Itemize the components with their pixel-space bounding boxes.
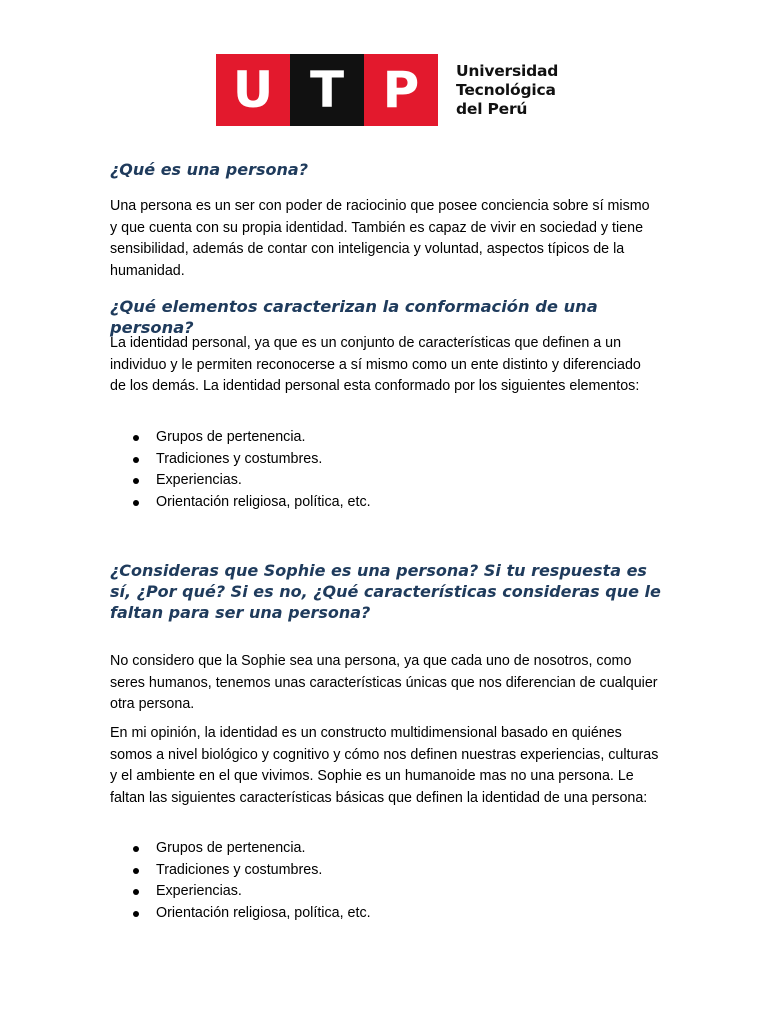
section-body	[110, 723, 660, 809]
logo-name-line: Universidad	[456, 61, 559, 80]
section-sophie	[110, 560, 662, 623]
list-item-text: Tradiciones y costumbres.	[156, 450, 323, 467]
logo-name-line: Tecnológica	[456, 80, 556, 99]
list-item	[110, 860, 660, 882]
list-item	[110, 427, 660, 449]
section-body	[110, 651, 660, 716]
list-item	[110, 881, 660, 903]
list-item	[110, 470, 660, 492]
list-item-text: Orientación religiosa, política, etc.	[156, 493, 371, 510]
section-body	[110, 196, 660, 282]
logo-name-line: del Perú	[456, 99, 528, 118]
bullet-icon	[133, 435, 139, 441]
paragraph: En mi opinión, la identidad es un constructo multidimensional basado en quiénes somos a nivel biológico y cognitivo y cómo nos definen nuestras experiencias, culturas y el ambiente en el que vivimos. Sophie es un humanoide mas no una persona. Le faltan las siguientes características básicas que definen la identidad de una persona:	[110, 725, 659, 806]
logo-university-name	[456, 62, 558, 119]
bullet-icon	[133, 889, 139, 895]
list-item-text: Grupos de pertenencia.	[156, 840, 306, 856]
bullet-icon	[133, 457, 139, 463]
list-item-text: Experiencias.	[156, 883, 242, 899]
bullet-icon	[133, 846, 139, 852]
logo-letter-p: P	[364, 54, 438, 126]
list-item-text: Orientación religiosa, política, etc.	[156, 904, 371, 921]
paragraph: No considero que la Sophie sea una persona, ya que cada uno de nosotros, como seres humanos, tenemos unas características únicas que nos diferencian de cualquier otra persona.	[110, 653, 658, 712]
utp-logo	[216, 54, 558, 126]
section-body	[110, 333, 660, 398]
list-item-text: Tradiciones y costumbres.	[156, 861, 323, 878]
bullet-list	[110, 427, 660, 513]
paragraph: Una persona es un ser con poder de raciocinio que posee conciencia sobre sí mismo y que cuenta con su propia identidad. También es capaz de vivir en sociedad y tiene sensibilidad, además de contar con inteligencia y voluntad, aspectos típicos de la humanidad.	[110, 198, 650, 279]
bullet-icon	[133, 500, 139, 506]
bullet-icon	[133, 868, 139, 874]
paragraph: La identidad personal, ya que es un conjunto de características que definen a un individuo y le permiten reconocerse a sí mismo como un ente distinto y diferenciado de los demás. La identidad personal esta conformado por los siguientes elementos:	[110, 335, 641, 394]
list-item-text: Grupos de pertenencia.	[156, 429, 306, 445]
section-heading: ¿Qué es una persona?	[110, 160, 308, 179]
bullet-icon	[133, 478, 139, 484]
list-item	[110, 492, 660, 514]
logo-letter-blocks	[216, 54, 438, 126]
bullet-list	[110, 838, 660, 924]
section-heading: ¿Qué elementos caracterizan la conformación de una persona?	[110, 297, 598, 337]
logo-letter-t: T	[290, 54, 364, 126]
section-what-is-person	[110, 159, 660, 180]
list-item	[110, 449, 660, 471]
section-heading: ¿Consideras que Sophie es una persona? Si tu respuesta es sí, ¿Por qué? Si es no, ¿Qué características consideras que le faltan para ser una persona?	[110, 561, 661, 622]
logo-letter-u: U	[216, 54, 290, 126]
list-item	[110, 903, 660, 925]
list-item-text: Experiencias.	[156, 472, 242, 488]
bullet-icon	[133, 911, 139, 917]
list-item	[110, 838, 660, 860]
section-elements	[110, 296, 660, 338]
